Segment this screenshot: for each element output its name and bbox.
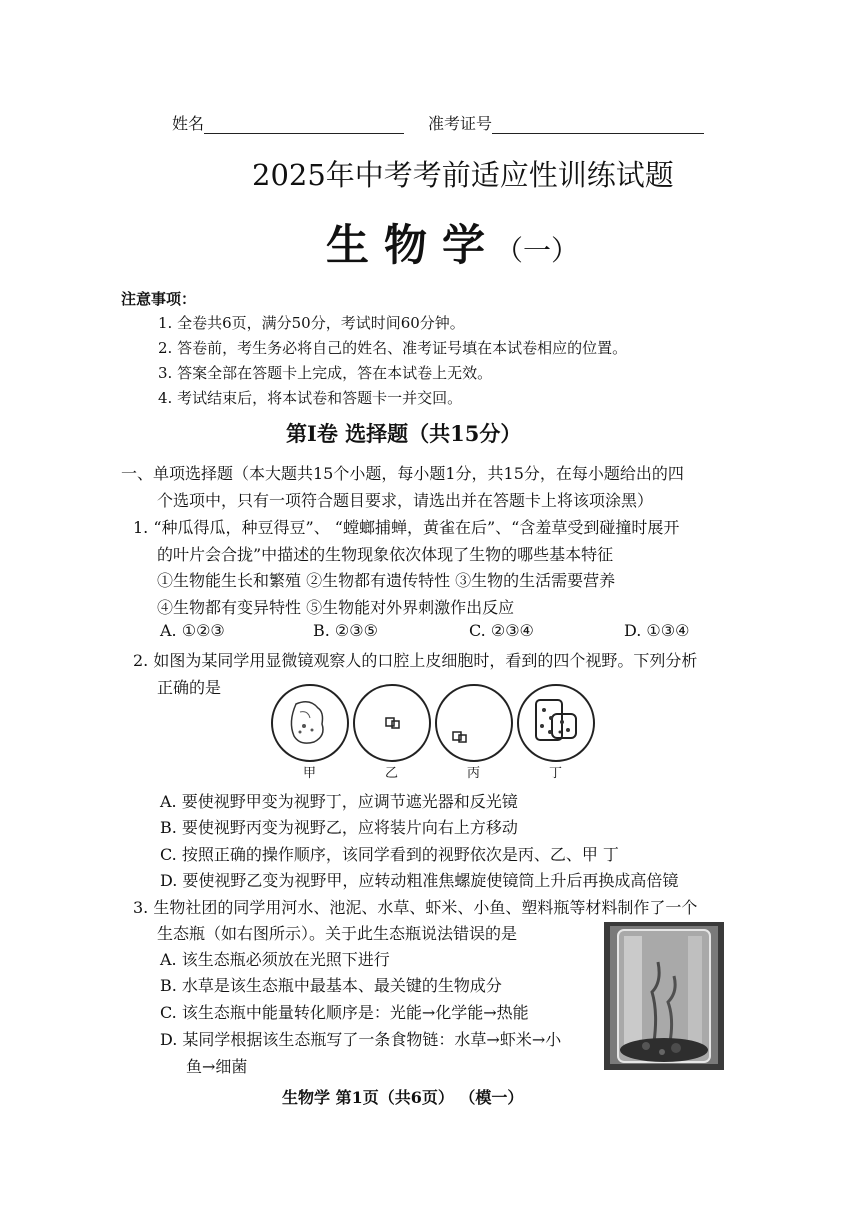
microscope-views-figure (270, 682, 610, 766)
q2-stem-line1: 2. 如图为某同学用显微镜观察人的口腔上皮细胞时，看到的四个视野。下列分析 (133, 651, 698, 670)
q2-option-a: A. 要使视野甲变为视野丁，应调节遮光器和反光镜 (160, 792, 518, 811)
q3-option-d: D. 某同学根据该生态瓶写了一条食物链：水草→虾米→小 (160, 1030, 562, 1049)
section-instruction-line1: 一、单项选择题（本大题共15个小题，每小题1分，共15分，在每小题给出的四 (121, 464, 684, 483)
view-yi (354, 685, 430, 761)
name-label: 姓名 (172, 114, 205, 133)
page-footer: 生物学 第1页（共6页） （模一） (282, 1088, 524, 1107)
view-bing (436, 685, 512, 761)
q3-option-c: C. 该生态瓶中能量转化顺序是：光能→化学能→热能 (160, 1003, 529, 1022)
q1-statement-line1: ①生物能生长和繁殖 ②生物都有遗传特性 ③生物的生活需要营养 (157, 571, 616, 590)
q3-stem-line1: 3. 生物社团的同学用河水、池泥、水草、虾米、小鱼、塑料瓶等材料制作了一个 (133, 898, 698, 917)
q1-stem-line2: 的叶片会合拢”中描述的生物现象依次体现了生物的哪些基本特征 (157, 545, 614, 564)
ecosystem-bottle-photo (604, 922, 724, 1070)
subject-name: 生 物 学 (326, 221, 485, 271)
exam-id-label: 准考证号 (428, 114, 493, 133)
q2-option-c: C. 按照正确的操作顺序，该同学看到的视野依次是丙、乙、甲 丁 (160, 845, 619, 864)
name-field (172, 111, 404, 134)
view-jia (272, 685, 348, 761)
exam-id-blank (492, 115, 704, 134)
figure-label-bing: 丙 (467, 766, 481, 781)
q1-stem-line1: 1. “种瓜得瓜，种豆得豆”、 “螳螂捕蝉，黄雀在后”、“含羞草受到碰撞时展开 (133, 518, 680, 537)
view-ding (518, 685, 594, 761)
q1-option-c: C. ②③④ (469, 621, 534, 640)
figure-label-ding: 丁 (549, 766, 563, 781)
subject-title (326, 212, 579, 273)
q1-option-d: D. ①③④ (624, 621, 690, 640)
q3-stem-line2: 生态瓶（如右图所示）。关于此生态瓶说法错误的是 (157, 924, 518, 943)
notes-item: 1. 全卷共6页，满分50分，考试时间60分钟。 (158, 314, 465, 332)
exam-id-field (428, 111, 704, 134)
page-title: 2025年中考考前适应性训练试题 (252, 158, 674, 192)
figure-label-jia: 甲 (303, 766, 317, 781)
q3-option-a: A. 该生态瓶必须放在光照下进行 (160, 950, 390, 969)
notes-item: 3. 答案全部在答题卡上完成，答在本试卷上无效。 (158, 364, 493, 382)
q2-stem-line2: 正确的是 (157, 678, 222, 697)
notes-heading: 注意事项： (121, 290, 197, 308)
figure-label-yi: 乙 (385, 766, 399, 781)
q2-option-d: D. 要使视野乙变为视野甲，应转动粗准焦螺旋使镜筒上升后再换成高倍镜 (160, 871, 679, 890)
q1-option-a: A. ①②③ (160, 621, 225, 640)
section-title: 第Ⅰ卷 选择题（共15分） (286, 421, 522, 446)
q1-option-b: B. ②③⑤ (313, 621, 378, 640)
notes-item: 2. 答卷前，考生务必将自己的姓名、准考证号填在本试卷相应的位置。 (158, 339, 628, 357)
notes-item: 4. 考试结束后，将本试卷和答题卡一并交回。 (158, 389, 463, 407)
q2-option-b: B. 要使视野丙变为视野乙，应将装片向右上方移动 (160, 818, 518, 837)
q1-statement-line2: ④生物都有变异特性 ⑤生物能对外界刺激作出反应 (157, 598, 515, 617)
section-instruction-line2: 个选项中，只有一项符合题目要求，请选出并在答题卡上将该项涂黑） (157, 491, 654, 510)
q3-option-d-continued: 鱼→细菌 (186, 1057, 248, 1076)
name-blank (204, 115, 404, 134)
q3-option-b: B. 水草是该生态瓶中最基本、最关键的生物成分 (160, 976, 502, 995)
subject-suffix: （一） (494, 234, 579, 267)
